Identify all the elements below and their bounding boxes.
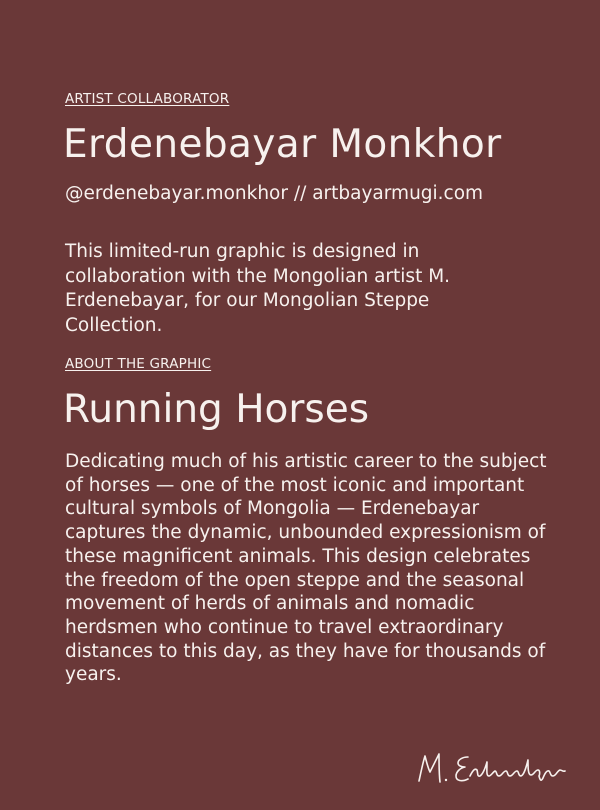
artist-signature [416,748,576,786]
intro-paragraph: This limited-run graphic is designed in collaboration with the Mongolian artist M. Erdenebayar, for our Mongolian Steppe Collection. [65,241,451,336]
artist-handles: @erdenebayar.monkhor // artbayarmugi.com [65,183,484,204]
about-graphic-label: ABOUT THE GRAPHIC [65,356,212,372]
artist-collaborator-label: ARTIST COLLABORATOR [65,91,230,107]
artist-name-heading: Erdenebayar Monkhor [63,122,502,167]
graphic-description-paragraph: Dedicating much of his artistic career to the subject of horses — one of the most iconic and important cultural symbols of Mongolia — Erdenebayar captures the dynamic, unbounded expressionism of these magnificent animals. This design celebrates the freedom of the open steppe and the seasonal movement of herds of animals and nomadic herdsmen who continue to travel extraordinary distances to this day, as they have for thousands of years. [65,451,547,686]
graphic-title-heading: Running Horses [63,387,370,432]
